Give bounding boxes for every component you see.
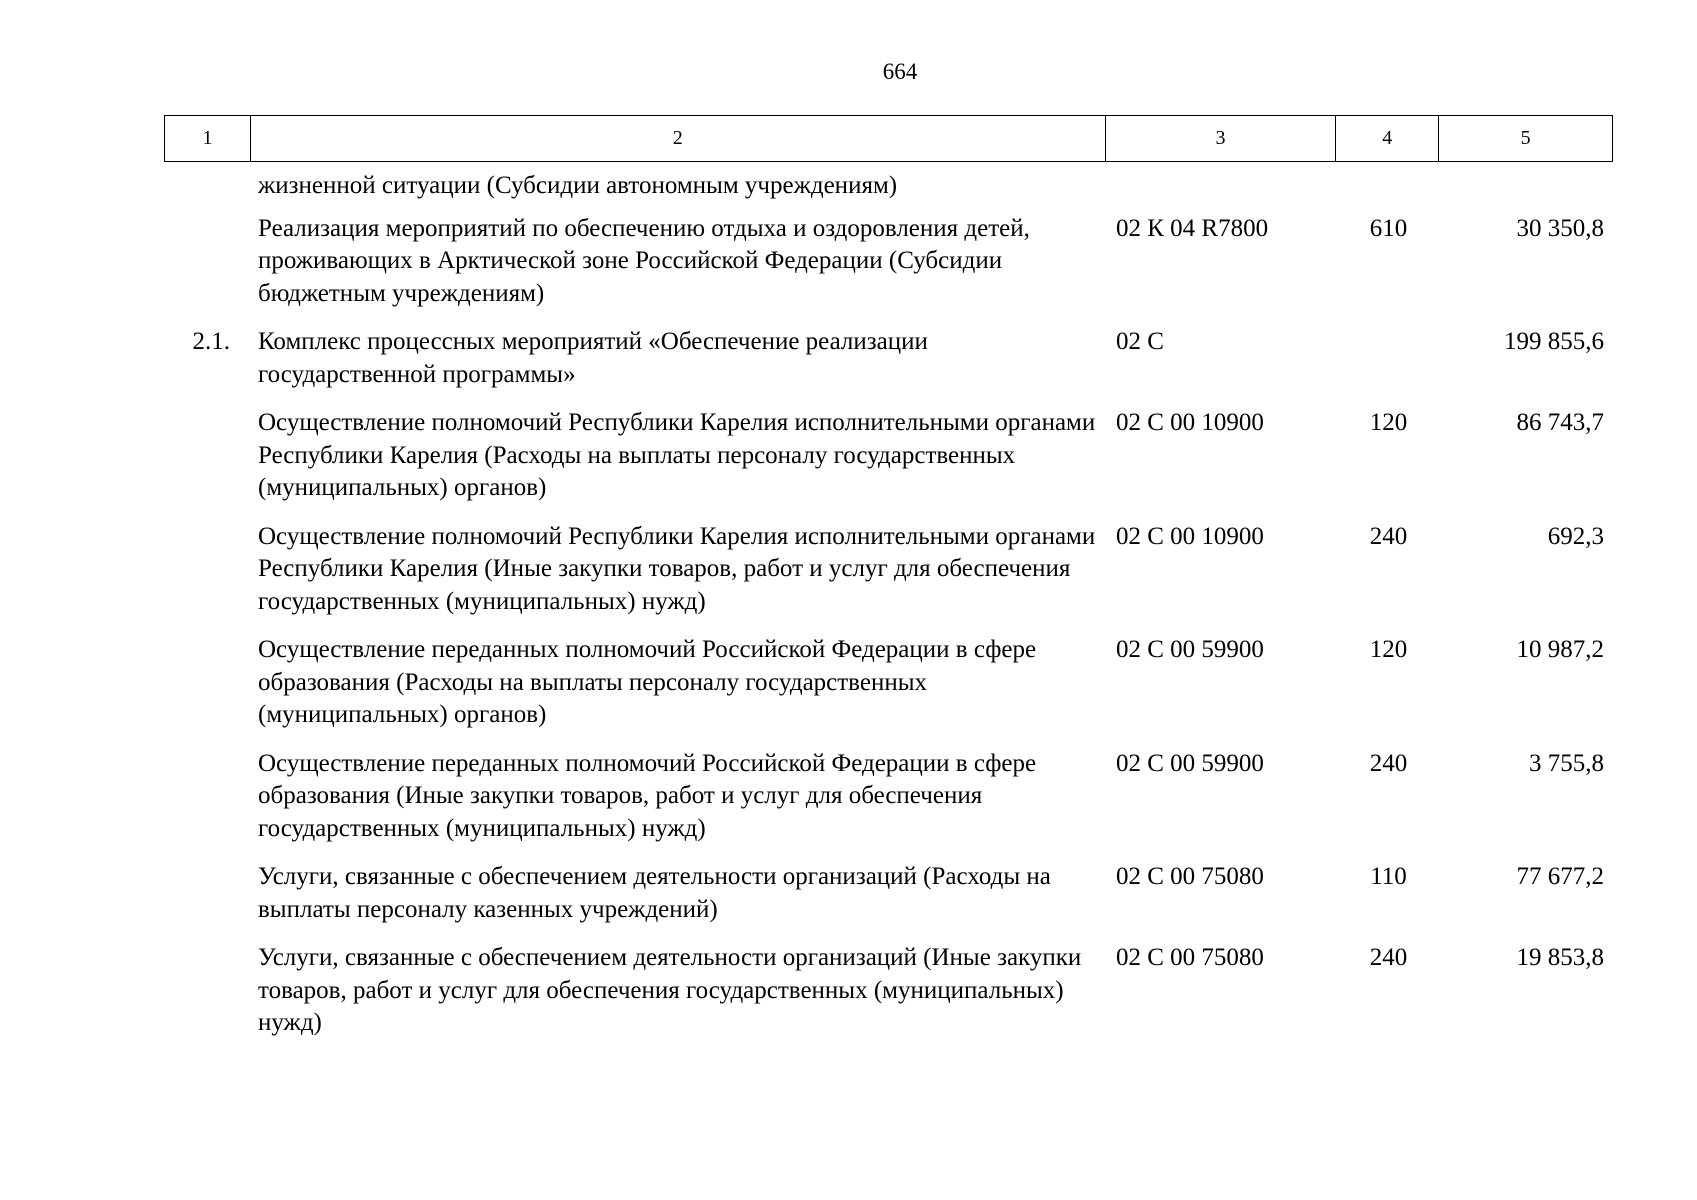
row-code: 02 С 00 75080 (1116, 863, 1264, 890)
row-amount: 86 743,7 (1516, 409, 1604, 436)
row-expense-type: 120 (1369, 409, 1408, 436)
row-code: 02 С (1116, 328, 1164, 355)
row-description: Реализация мероприятий по обеспечению отдыха и оздоровления детей, проживающих в Арктической зоне Российской Федерации (Субсидии бюджетным учреждениям) (258, 214, 1030, 307)
row-description: Осуществление переданных полномочий Российской Федерации в сфере образования (Расходы на выплаты персоналу государственных (муниципальных) органов) (258, 636, 1037, 728)
row-code: 02 С 00 10900 (1116, 522, 1264, 550)
row-description: Комплекс процессных мероприятий «Обеспечение реализации государственной программы» (258, 328, 928, 388)
table-row (164, 634, 1613, 732)
table-row (164, 942, 1613, 1040)
row-expense-type: 240 (1369, 749, 1408, 777)
row-number: 2.1. (192, 328, 230, 355)
row-amount: 10 987,2 (1516, 636, 1604, 663)
row-amount: 19 853,8 (1516, 944, 1604, 971)
header-col-4: 4 (1336, 116, 1439, 161)
row-amount: 3 755,8 (1529, 749, 1604, 777)
row-expense-type: 110 (1370, 863, 1407, 890)
row-code: 02 С 00 10900 (1116, 409, 1264, 436)
row-code: 02 С 00 75080 (1116, 944, 1264, 971)
row-expense-type: 240 (1369, 944, 1408, 971)
table-row (164, 861, 1613, 926)
header-col-1: 1 (165, 116, 251, 161)
row-description: Услуги, связанные с обеспечением деятельности организаций (Иные закупки товаров, работ и услуг для обеспечения государственных (муниципальных) нужд) (258, 944, 1082, 1036)
row-code: 02 С 00 59900 (1116, 636, 1264, 663)
table-row (164, 326, 1613, 391)
row-description: Осуществление полномочий Республики Карелия исполнительными органами Республики Карелия (Расходы на выплаты персоналу государственных (муниципальных) органов) (258, 409, 1096, 501)
row-code: 02 С 00 59900 (1116, 749, 1264, 777)
row-code: 02 К 04 R7800 (1116, 214, 1269, 242)
row-amount: 692,3 (1547, 522, 1604, 550)
table-body (164, 170, 1613, 1056)
row-expense-type: 610 (1369, 214, 1408, 242)
header-col-3: 3 (1106, 116, 1337, 161)
row-description: Осуществление переданных полномочий Российской Федерации в сфере образования (Иные закупки товаров, работ и услуг для обеспечения государственных (муниципальных) нужд) (258, 749, 1037, 842)
row-expense-type: 120 (1369, 636, 1408, 663)
table-row (164, 748, 1613, 846)
header-col-2: 2 (251, 116, 1106, 161)
table-row (164, 521, 1613, 619)
row-amount: 30 350,8 (1516, 214, 1604, 242)
table-header (164, 115, 1613, 162)
row-amount: 77 677,2 (1516, 863, 1604, 890)
row-description: Осуществление полномочий Республики Карелия исполнительными органами Республики Карелия (Иные закупки товаров, работ и услуг для обеспечения государственных (муниципальных) нужд) (258, 522, 1096, 615)
row-description: Услуги, связанные с обеспечением деятельности организаций (Расходы на выплаты персоналу казенных учреждений) (258, 863, 1051, 923)
table-row (164, 213, 1613, 311)
table-row (164, 170, 1613, 203)
page-number: 664 (882, 59, 918, 84)
row-expense-type: 240 (1369, 522, 1408, 550)
row-amount: 199 855,6 (1504, 328, 1604, 355)
row-description: жизненной ситуации (Субсидии автономным учреждениям) (258, 172, 898, 199)
table-row (164, 407, 1613, 505)
header-col-5: 5 (1520, 127, 1531, 149)
